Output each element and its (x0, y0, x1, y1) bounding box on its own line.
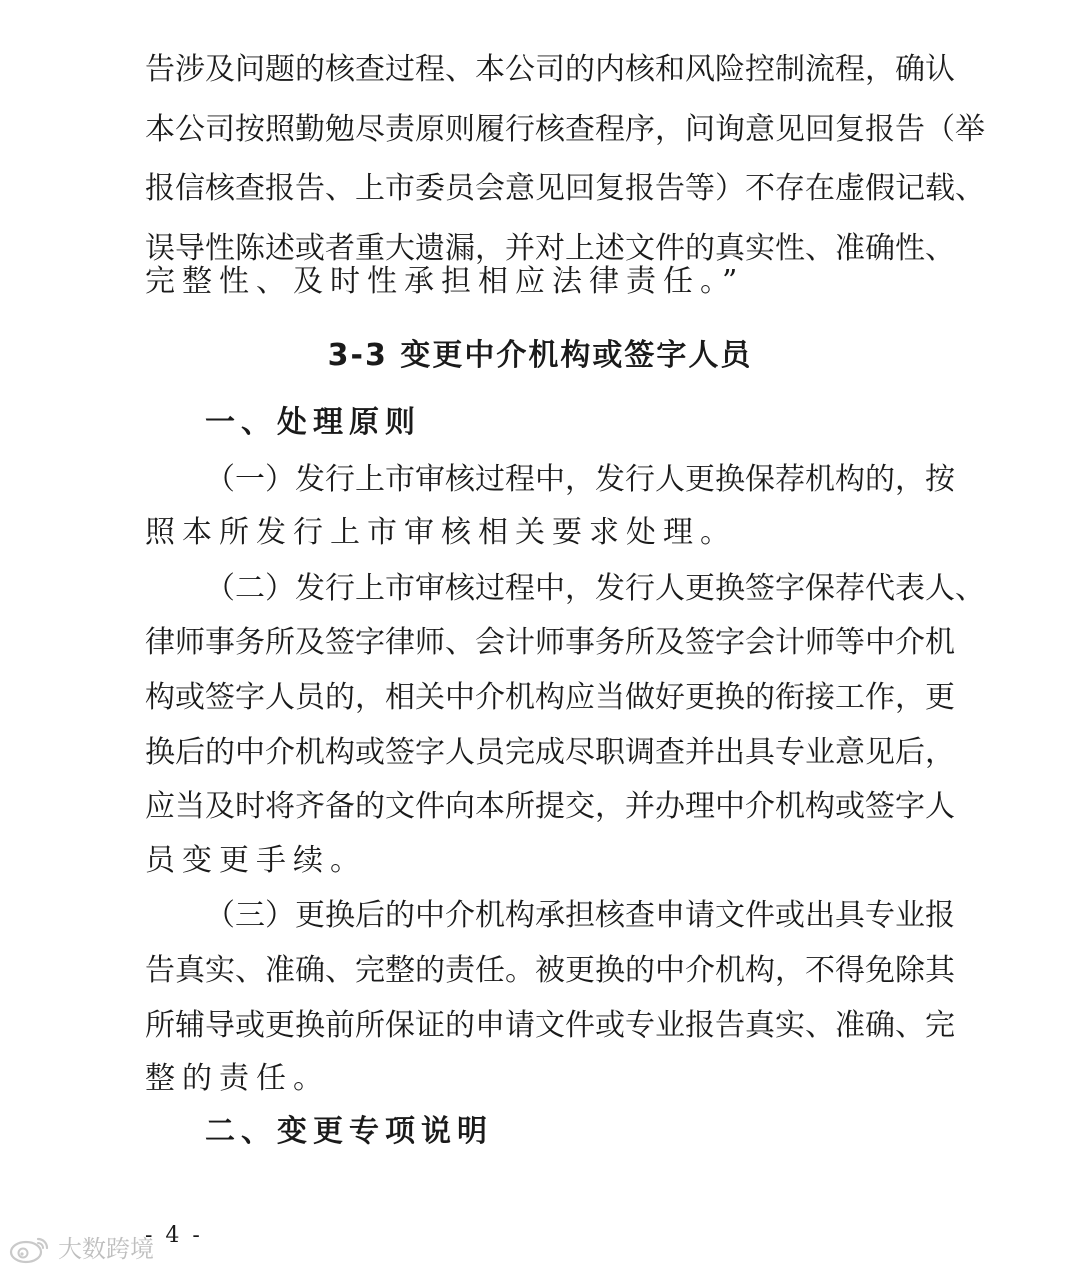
paragraph-line: 构或签字人员的，相关中介机构应当做好更换的衔接工作，更 (145, 680, 955, 715)
paragraph-line: 误导性陈述或者重大遗漏，并对上述文件的真实性、准确性、 (145, 231, 955, 266)
weibo-logo-icon (8, 1234, 52, 1264)
watermark (8, 1234, 154, 1264)
paragraph-line: （二）发行上市审核过程中，发行人更换签字保荐代表人、 (205, 571, 985, 606)
watermark-text: 大数跨境 (58, 1235, 154, 1263)
section-title: 3-3 变更中介机构或签字人员 (327, 338, 753, 373)
paragraph-line: 整的责任。 (145, 1061, 330, 1096)
paragraph-line: （三）更换后的中介机构承担核查申请文件或出具专业报 (205, 898, 955, 933)
paragraph-line: 完整性、及时性承担相应法律责任。” (145, 264, 745, 299)
paragraph-line: 告涉及问题的核查过程、本公司的内核和风险控制流程，确认 (145, 52, 955, 87)
paragraph-line: 所辅导或更换前所保证的申请文件或专业报告真实、准确、完 (145, 1008, 955, 1043)
paragraph-line: 员变更手续。 (145, 843, 367, 878)
paragraph-line: 换后的中介机构或签字人员完成尽职调查并出具专业意见后， (145, 735, 955, 770)
paragraph-line: 律师事务所及签字律师、会计师事务所及签字会计师等中介机 (145, 625, 955, 660)
heading-change-special-statement: 二、变更专项说明 (205, 1114, 493, 1149)
paragraph-line: 本公司按照勤勉尽责原则履行核查程序，问询意见回复报告（举 (145, 112, 985, 147)
paragraph-line: （一）发行上市审核过程中，发行人更换保荐机构的，按 (205, 462, 955, 497)
paragraph-line: 报信核查报告、上市委员会意见回复报告等）不存在虚假记载、 (145, 171, 985, 206)
paragraph-line: 告真实、准确、完整的责任。被更换的中介机构，不得免除其 (145, 953, 955, 988)
page-number: - 4 - (145, 1223, 203, 1248)
paragraph-line: 照本所发行上市审核相关要求处理。 (145, 515, 737, 550)
paragraph-line: 应当及时将齐备的文件向本所提交，并办理中介机构或签字人 (145, 789, 955, 824)
heading-processing-principles: 一、处理原则 (205, 405, 421, 440)
